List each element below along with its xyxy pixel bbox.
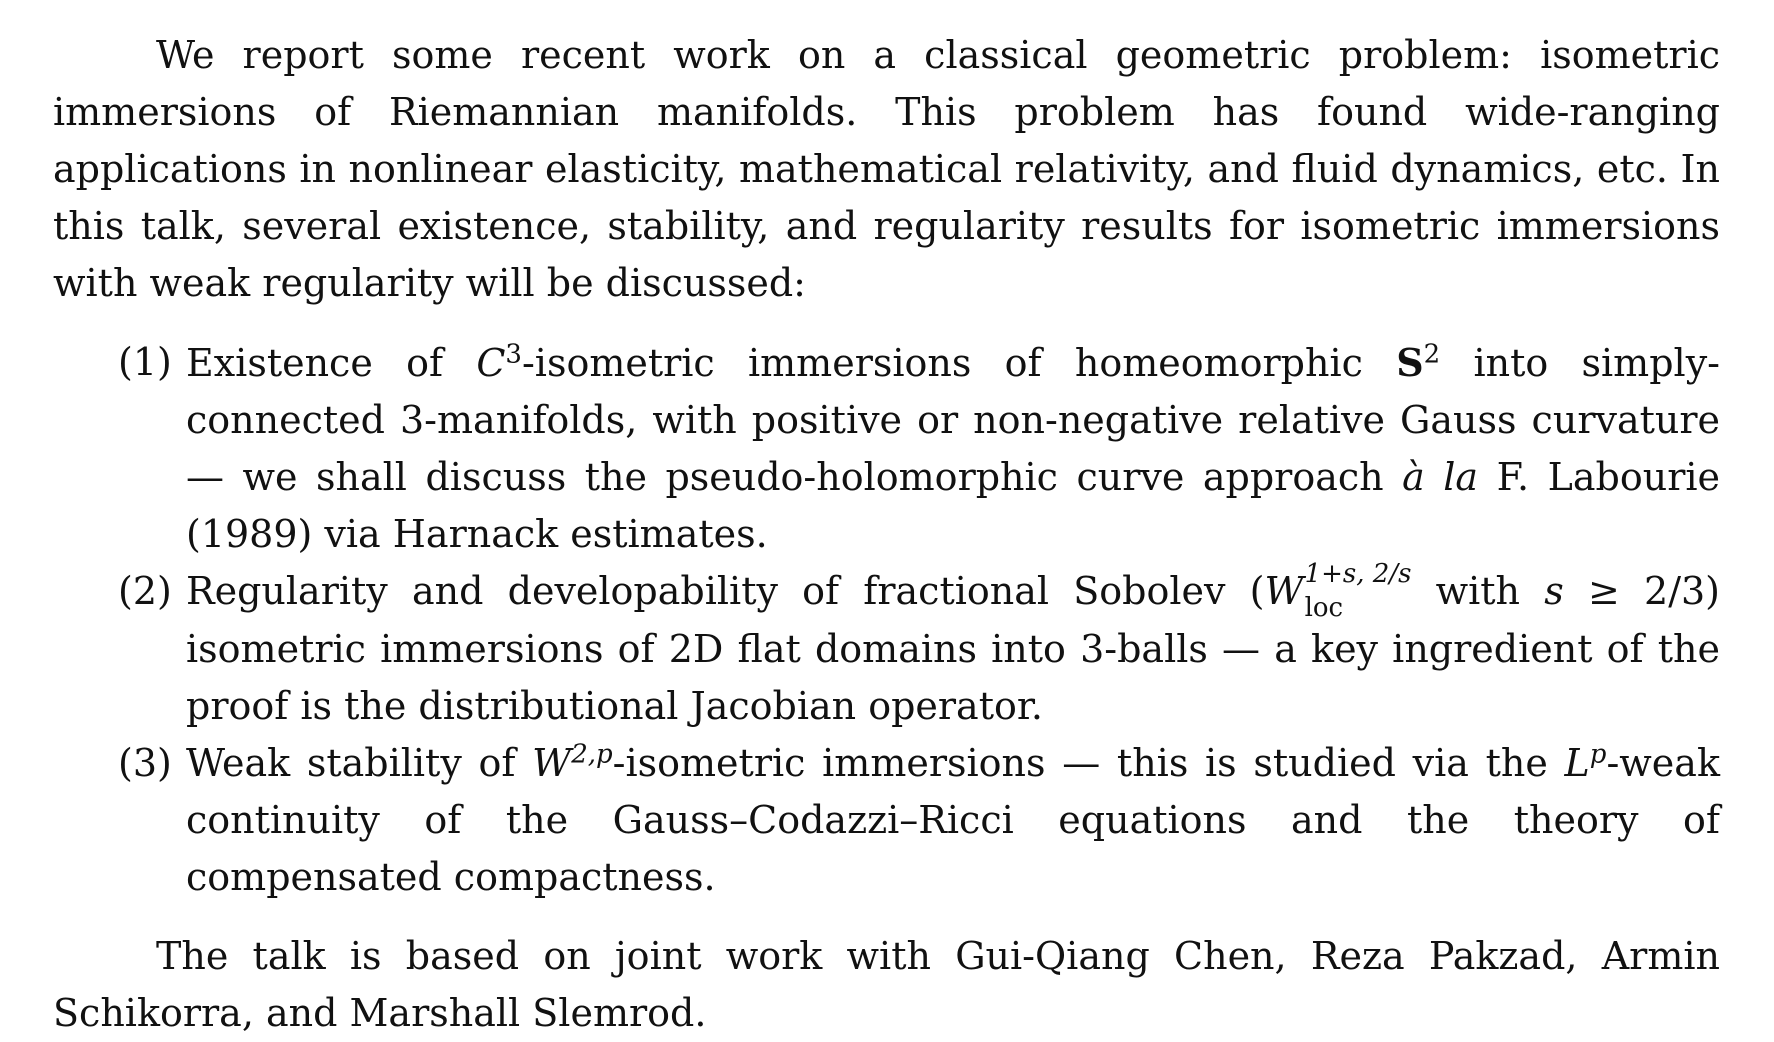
list-item-3 — [53, 735, 1720, 906]
item-text: Regularity and developability of fractional Sobolev ( — [186, 569, 1265, 613]
math-symbol: s — [1544, 569, 1564, 613]
item-text: -isometric immersions of homeomorphic — [521, 341, 1397, 385]
math-symbol: W — [532, 740, 572, 785]
math-symbol: L — [1564, 740, 1590, 785]
item-text: into simply-connected 3-manifolds, with positive or non-negative relative Gauss curvature — we shall discuss the pseudo-holomorphic curve approach — [186, 341, 1720, 499]
math-subscript: loc — [1304, 592, 1344, 623]
list-item-2 — [53, 558, 1720, 735]
results-list — [53, 334, 1720, 906]
item-text: ≥ 2/3) isometric immersions of 2D flat domains into 3-balls — a key ingredient of the proof is the distributional Jacobian operator. — [186, 569, 1720, 728]
emphasis-text: à la — [1402, 455, 1479, 499]
intro-paragraph: We report some recent work on a classical geometric problem: isometric immersions of Riemannian manifolds. This problem has found wide-ranging applications in nonlinear elasticity, mathematical relativity, and fluid dynamics, etc. In this talk, several existence, stability, and regularity results for isometric immersions with weak regularity will be discussed: — [53, 33, 1720, 305]
item-text: Weak stability of — [186, 740, 533, 785]
item-text: -isometric immersions — this is studied via the — [612, 740, 1565, 785]
closing-paragraph: The talk is based on joint work with Gui-Qiang Chen, Reza Pakzad, Armin Schikorra, and Marshall Slemrod. — [53, 933, 1720, 1035]
math-superscript: 1+s, 2/s — [1304, 558, 1412, 589]
math-superscript: 2,p — [571, 738, 613, 769]
math-supsub — [1304, 558, 1412, 623]
item-text: -weak continuity of the Gauss–Codazzi–Ricci equations and the theory of compensated compactness. — [186, 740, 1720, 899]
math-superscript: 3 — [505, 339, 522, 370]
item-text: F. Labourie (1989) via Harnack estimates. — [186, 455, 1721, 556]
math-superscript: 2 — [1423, 339, 1441, 370]
math-symbol: C — [476, 341, 506, 385]
item-number: (1) — [118, 340, 172, 384]
item-number: (3) — [118, 740, 172, 785]
math-superscript: p — [1589, 738, 1607, 769]
item-number: (2) — [118, 569, 172, 613]
item-text: Existence of — [186, 341, 477, 385]
item-text: with — [1411, 569, 1545, 613]
math-symbol: S — [1396, 340, 1424, 385]
abstract-document — [53, 27, 1720, 1042]
list-item-1 — [53, 334, 1720, 563]
math-symbol: W — [1264, 569, 1304, 613]
